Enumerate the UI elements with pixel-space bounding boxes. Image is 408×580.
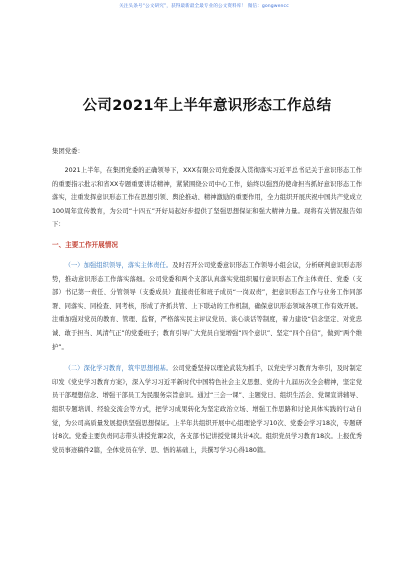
item-2-subheading: （二）深化学习教育，筑牢思想根基。 [64, 365, 173, 373]
document-page [52, 58, 362, 457]
salutation: 集团党委： [52, 147, 84, 155]
header-banner[interactable]: 关注头条号“公文研究”，获得最新最全最专业的公文资料库！ 微信：gongwencc [119, 4, 289, 9]
section-heading-1: 一、主要工作开展情况 [52, 240, 118, 249]
item-1-text: 及时召开公司党委意识形态工作领导小组会议，分析研判意识形态形势，推动意识形态工作落实落细。公司党委和两个支部认真落实党组织履行意识形态工作主体责任、党委（支部）书记第一责任、分管领导（支委成员）直接责任和班子成员“一岗双责”，把意识形态工作与业务工作同部署、同落实、同检查、同考核，形成了齐抓共管、上下联动的工作机制，确保意识形态领域各项工作有效开展。注重加强对党员的教育、管理、监督，严格落实民主评议党员、谈心谈话等制度，着力建设“信念坚定、对党忠诚、敢于担当、风清气正”的党委班子；教育引导广大党员自觉增强“四个意识”、坚定“四个自信”，做到“两个维护”。 [52, 261, 363, 351]
item-1-subheading: （一）加强组织领导，落实主体责任。 [64, 261, 173, 269]
intro-paragraph: 2021上半年，在集团党委的正确领导下，XXX有限公司党委深入贯彻落实习近平总书记关于意识形态工作的重要指示批示和省XX专题重要讲话精神，紧紧围绕公司中心工作，始终以强烈的使命担当抓好意识形态工作落实，注重发挥意识形态工作在思想引领、舆论推动、精神激励的重要作用，全力组织开展庆祝中国共产党成立100周年宣传教育，为公司“十四五”开好局起好步提供了坚强思想保证和强大精神力量。现将有关情况报告如下： [52, 167, 362, 229]
document-title: 公司2021年上半年意识形态工作总结 [82, 98, 332, 114]
item-1-paragraph [52, 259, 362, 354]
item-2-paragraph [52, 362, 362, 457]
item-2-text: 公司党委坚持以理论武装为抓手，以党史学习教育为牵引，及时制定印发《党史学习教育方案》，深入学习习近平新时代中国特色社会主义思想、党的十九届历次全会精神，坚定党员干部理想信念、增强干部员工为民服务宗旨意识。通过“三会一课”、主题党日、组织生活会、党课宣讲辅导、组织专题培训、经验交流会等方式，把学习成果转化为坚定政治立场、增强工作思路和讨论具体实践的行动自觉，为公司高质量发展提供坚强思想保证。上半年共组织开展中心组理论学习10次、党委会学习18次，专题研讨8次。党委主要负责同志带头讲授党课2次，各支部书记讲授党课共计4次。组织党员学习教育18次。上报优秀党员事迹稿件2篇，全体党员在学、思、悟的基础上，共撰写学习心得180篇。 [52, 365, 363, 454]
